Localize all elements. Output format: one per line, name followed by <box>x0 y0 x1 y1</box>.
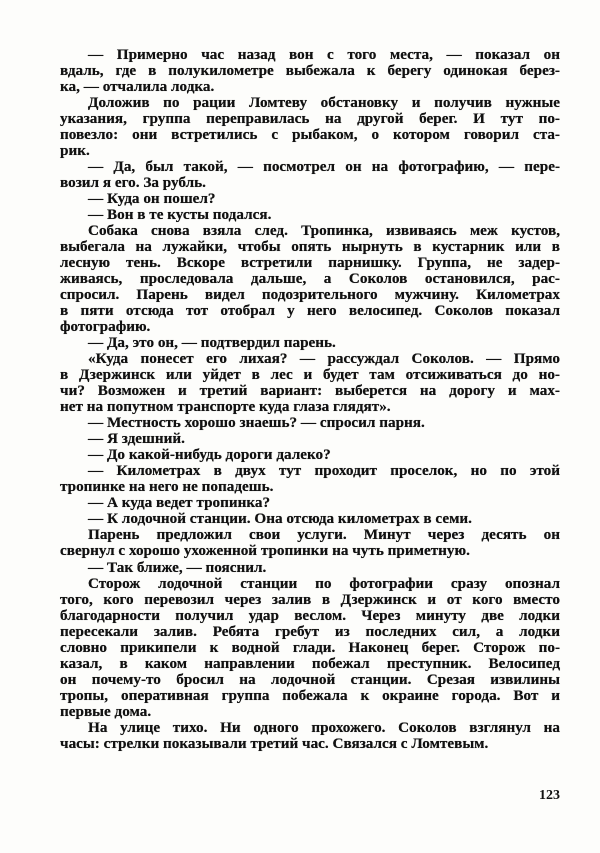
text-line: повезло: они встретились с рыбаком, о котором говорил ста- <box>60 126 560 144</box>
text-line: свернул с хорошо ухоженной тропинки на чуть приметную. <box>60 542 470 560</box>
text-line: фотографию. <box>60 318 151 336</box>
paragraph <box>60 223 560 335</box>
text-line: вдаль, где в полукилометре выбежала к берегу одинокая берез- <box>60 62 560 80</box>
text-line: лесную тень. Вскоре встретили парнишку. Группа, не задер- <box>60 254 560 272</box>
text-line: Сторож лодочной станции по фотографии сразу опознал <box>88 574 560 592</box>
text-line: выбегала на лужайки, чтобы опять нырнуть в кустарник или в <box>60 238 560 256</box>
paragraph <box>60 47 560 95</box>
text-line: часы: стрелки показывали третий час. Связался с Ломтевым. <box>60 734 489 752</box>
text-line: указания, группа переправилась на другой берег. И тут по- <box>60 110 560 128</box>
paragraph <box>60 447 560 463</box>
paragraph <box>60 720 560 752</box>
text-line: благодарности получил удар веслом. Через минуту две лодки <box>60 606 560 624</box>
text-line: — Километрах в двух тут проходит проселок, но по этой <box>88 462 560 480</box>
text-line: того, кого перевозил через залив в Дзержинск и от кого вместо <box>60 590 560 608</box>
text-line: в пяти отсюда тот отобрал у него велосипед. Соколов показал <box>60 302 560 320</box>
text-line: Собака снова взяла след. Тропинка, извиваясь меж кустов, <box>88 222 560 240</box>
text-line: — До какой-нибудь дороги далеко? <box>88 446 331 464</box>
paragraph <box>60 560 560 576</box>
text-line: казал, в каком направлении побежал преступник. Велосипед <box>60 654 560 672</box>
paragraph <box>60 463 560 495</box>
text-line: живаясь, проследовала дальше, а Соколов остановился, рас- <box>60 270 560 288</box>
text-line: — Да, это он, — подтвердил парень. <box>88 334 336 352</box>
text-line: пересекали залив. Ребята гребут из последних сил, а лодки <box>60 622 560 640</box>
book-page-text <box>60 47 560 752</box>
text-line: — А куда ведет тропинка? <box>88 494 271 512</box>
text-line: Доложив по рации Ломтеву обстановку и получив нужные <box>88 94 560 112</box>
text-line: «Куда понесет его лихая? — рассуждал Соколов. — Прямо <box>88 350 560 368</box>
text-line: Парень предложил свои услуги. Минут через десять он <box>88 526 560 544</box>
paragraph <box>60 415 560 431</box>
text-line: — Да, был такой, — посмотрел он на фотографию, — пере- <box>88 158 560 176</box>
text-line: чи? Возможен и третий вариант: выберется на дорогу и мах- <box>60 382 560 400</box>
page-number: 123 <box>539 788 560 803</box>
text-line: тропинке на него не попадешь. <box>60 478 274 496</box>
text-line: — Примерно час назад вон с того места, — показал он <box>88 46 560 63</box>
text-line: первые дома. <box>60 702 152 720</box>
text-line: — Так ближе, — пояснил. <box>88 558 267 576</box>
text-line: — К лодочной станции. Она отсюда километрах в семи. <box>88 510 472 528</box>
paragraph <box>60 207 560 223</box>
text-line: — Вон в те кусты подался. <box>88 206 272 224</box>
paragraph <box>60 527 560 559</box>
text-line: — Я здешний. <box>88 430 185 448</box>
paragraph <box>60 335 560 351</box>
text-line: ка, — отчалила лодка. <box>60 78 215 96</box>
text-line: — Местность хорошо знаешь? — спросил парня. <box>88 414 425 432</box>
paragraph <box>60 159 560 191</box>
text-line: нет на попутном транспорте куда глаза глядят». <box>60 398 391 416</box>
paragraph <box>60 511 560 527</box>
text-line: рик. <box>60 142 90 160</box>
paragraph <box>60 351 560 415</box>
text-line: он почему-то бросил на лодочной станции. Срезая извилины <box>60 670 560 688</box>
paragraph <box>60 95 560 159</box>
paragraph <box>60 495 560 511</box>
text-line: в Дзержинск или уйдет в лес и будет там отсиживаться до но- <box>60 366 560 384</box>
paragraph <box>60 191 560 207</box>
text-line: На улице тихо. Ни одного прохожего. Соколов взглянул на <box>88 718 560 736</box>
text-line: возил я его. За рубль. <box>60 174 206 192</box>
paragraph <box>60 431 560 447</box>
text-line: тропы, оперативная группа побежала к окраине города. Вот и <box>60 686 560 704</box>
text-line: спросил. Парень видел подозрительного мужчину. Километрах <box>60 286 560 304</box>
text-line: — Куда он пошел? <box>88 190 216 208</box>
text-line: словно прикипели к водной глади. Наконец берег. Сторож по- <box>60 638 560 656</box>
paragraph <box>60 576 560 720</box>
